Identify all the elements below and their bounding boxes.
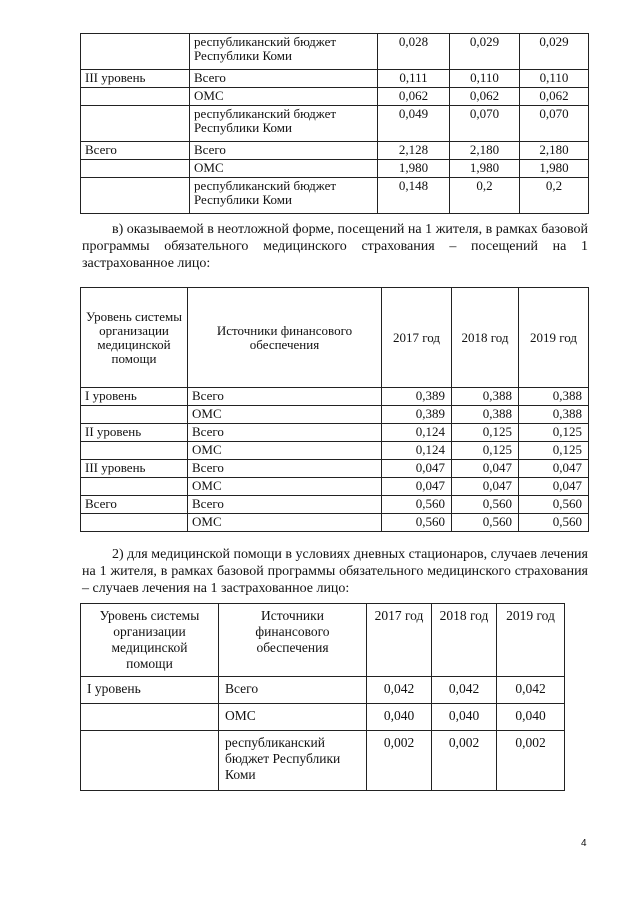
row-value-2017: 0,040 [367,704,432,731]
row-level-cell [81,88,190,106]
table1-body [81,34,589,214]
row-level-cell [81,34,190,70]
row-value-2017: 0,124 [382,424,452,442]
row-value-2017: 0,111 [378,70,450,88]
header-2017: 2017 год [367,604,432,677]
table-day-hospital [80,603,565,791]
row-value-2018: 0,070 [450,106,520,142]
row-value-2017: 0,042 [367,677,432,704]
row-value-2018: 0,125 [452,424,519,442]
row-value-2018: 0,029 [450,34,520,70]
row-source-cell: ОМС [219,704,367,731]
row-source-cell: ОМС [188,406,382,424]
row-value-2019: 0,002 [497,731,565,791]
header-2018: 2018 год [432,604,497,677]
table-row [81,70,589,88]
row-level-cell: II уровень [81,424,188,442]
row-value-2019: 2,180 [520,142,589,160]
row-source-cell: Всего [188,388,382,406]
row-level-cell: III уровень [81,70,190,88]
row-source-cell: ОМС [190,88,378,106]
row-value-2017: 0,062 [378,88,450,106]
table-row [81,160,589,178]
row-value-2018: 2,180 [450,142,520,160]
row-source-cell: ОМС [188,514,382,532]
row-value-2018: 0,040 [432,704,497,731]
row-value-2019: 0,388 [519,406,589,424]
row-value-2019: 0,388 [519,388,589,406]
row-value-2018: 0,002 [432,731,497,791]
row-value-2019: 0,070 [520,106,589,142]
row-value-2018: 0,125 [452,442,519,460]
row-value-2018: 0,388 [452,406,519,424]
row-level-cell: I уровень [81,677,219,704]
row-value-2019: 0,560 [519,496,589,514]
row-value-2019: 0,042 [497,677,565,704]
table-row [81,514,589,532]
row-value-2017: 0,047 [382,478,452,496]
row-value-2018: 0,062 [450,88,520,106]
row-value-2017: 2,128 [378,142,450,160]
row-source-cell: республиканский бюджет Республики Коми [190,178,378,214]
row-value-2019: 1,980 [520,160,589,178]
row-value-2018: 0,560 [452,514,519,532]
row-level-cell: Всего [81,496,188,514]
paragraph-v: в) оказываемой в неотложной форме, посещений на 1 жителя, в рамках базовой программы обязательного медицинского страхования – посещений на 1 застрахованное лицо: [82,222,588,271]
page-number: 4 [581,838,587,849]
row-source-cell: ОМС [188,478,382,496]
row-level-cell [81,106,190,142]
row-source-cell: Всего [190,70,378,88]
table-row [81,460,589,478]
row-value-2017: 0,047 [382,460,452,478]
row-value-2017: 0,049 [378,106,450,142]
table-row [81,142,589,160]
row-value-2018: 1,980 [450,160,520,178]
header-source: Источники финансового обеспечения [219,604,367,677]
row-level-cell [81,160,190,178]
table-row [81,478,589,496]
table2-body [81,388,589,532]
row-source-cell: Всего [188,496,382,514]
row-value-2017: 0,148 [378,178,450,214]
table-row [81,106,589,142]
table-row [81,704,565,731]
row-value-2019: 0,047 [519,478,589,496]
row-value-2019: 0,560 [519,514,589,532]
header-2017: 2017 год [382,288,452,388]
table-row [81,442,589,460]
row-value-2018: 0,388 [452,388,519,406]
row-source-cell: ОМС [190,160,378,178]
row-level-cell [81,406,188,424]
row-value-2019: 0,040 [497,704,565,731]
row-source-cell: Всего [188,460,382,478]
table-row [81,731,565,791]
row-value-2017: 0,560 [382,514,452,532]
row-source-cell: республиканский бюджет Республики Коми [190,34,378,70]
header-level: Уровень системы организации медицинской помощи [81,288,188,388]
row-level-cell [81,442,188,460]
table-continuation [80,33,589,214]
row-source-cell: республиканский бюджет Республики Коми [219,731,367,791]
row-level-cell [81,731,219,791]
row-level-cell [81,704,219,731]
paragraph-2: 2) для медицинской помощи в условиях дневных стационаров, случаев лечения на 1 жителя, в рамках базовой программы обязательного медицинского страхования – случаев лечения на 1 застрахованное лицо: [82,547,588,596]
row-value-2017: 0,560 [382,496,452,514]
table-header-row [81,604,565,677]
row-level-cell [81,514,188,532]
row-value-2019: 0,047 [519,460,589,478]
table-row [81,388,589,406]
row-level-cell: III уровень [81,460,188,478]
header-2019: 2019 год [497,604,565,677]
row-value-2018: 0,2 [450,178,520,214]
row-value-2017: 0,002 [367,731,432,791]
row-value-2018: 0,042 [432,677,497,704]
row-source-cell: Всего [190,142,378,160]
table3-body [81,677,565,791]
header-2019: 2019 год [519,288,589,388]
row-source-cell: Всего [219,677,367,704]
table-row [81,178,589,214]
table-row [81,34,589,70]
row-value-2017: 1,980 [378,160,450,178]
row-value-2019: 0,125 [519,442,589,460]
row-value-2019: 0,029 [520,34,589,70]
row-value-2017: 0,028 [378,34,450,70]
row-level-cell [81,178,190,214]
header-level: Уровень системы организации медицинской помощи [81,604,219,677]
row-level-cell: I уровень [81,388,188,406]
row-source-cell: республиканский бюджет Республики Коми [190,106,378,142]
row-level-cell: Всего [81,142,190,160]
row-value-2018: 0,047 [452,478,519,496]
table-row [81,88,589,106]
table-row [81,406,589,424]
row-value-2017: 0,124 [382,442,452,460]
row-source-cell: ОМС [188,442,382,460]
table-header-row [81,288,589,388]
row-value-2018: 0,110 [450,70,520,88]
row-value-2019: 0,125 [519,424,589,442]
table-row [81,424,589,442]
row-value-2017: 0,389 [382,388,452,406]
row-value-2017: 0,389 [382,406,452,424]
row-value-2018: 0,047 [452,460,519,478]
row-source-cell: Всего [188,424,382,442]
table-row [81,677,565,704]
table-row [81,496,589,514]
row-value-2019: 0,110 [520,70,589,88]
row-value-2019: 0,062 [520,88,589,106]
row-level-cell [81,478,188,496]
row-value-2019: 0,2 [520,178,589,214]
header-2018: 2018 год [452,288,519,388]
header-source: Источники финансового обеспечения [188,288,382,388]
row-value-2018: 0,560 [452,496,519,514]
table-emergency-visits [80,287,589,532]
